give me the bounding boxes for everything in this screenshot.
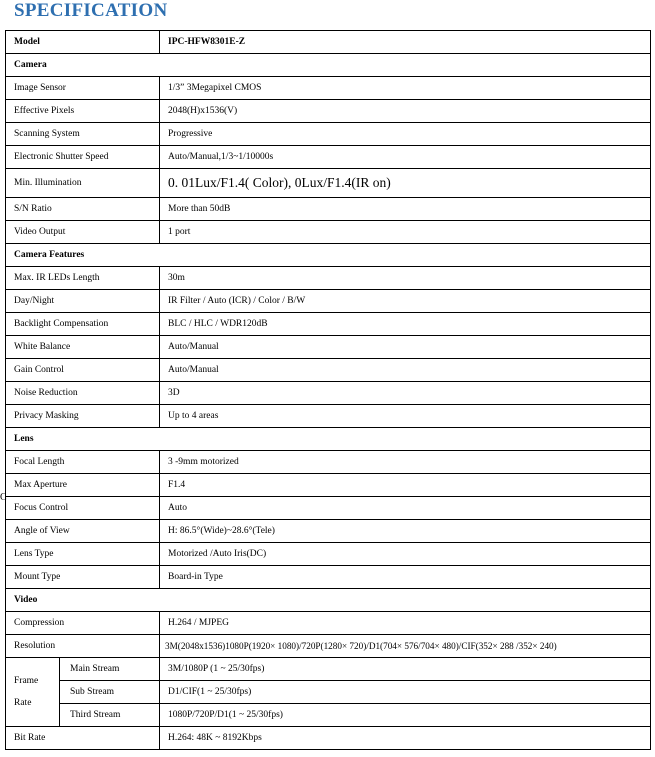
spec-value: BLC / HLC / WDR120dB [160,313,651,336]
table-row-frame-rate-sub [6,681,651,704]
section-title-lens: Lens [6,428,651,451]
spec-label: Max. IR LEDs Length [6,267,160,290]
spec-value: F1.4 [160,474,651,497]
spec-value: D1/CIF(1 ~ 25/30fps) [160,681,651,704]
table-row [6,566,651,589]
spec-label: Focus Control [6,497,160,520]
table-row-model [6,31,651,54]
spec-label: Gain Control [6,359,160,382]
spec-label: Max Aperture [6,474,160,497]
table-row [6,405,651,428]
spec-label: Main Stream [60,658,160,681]
table-row [6,497,651,520]
table-row [6,543,651,566]
spec-label: Electronic Shutter Speed [6,146,160,169]
spec-value: 3M/1080P (1 ~ 25/30fps) [160,658,651,681]
spec-label: Noise Reduction [6,382,160,405]
spec-label: Day/Night [6,290,160,313]
spec-label: Video Output [6,221,160,244]
section-row-lens [6,428,651,451]
spec-label: S/N Ratio [6,198,160,221]
spec-value: 30m [160,267,651,290]
spec-value: 1080P/720P/D1(1 ~ 25/30fps) [160,704,651,727]
frame-rate-label-line2: Rate [14,698,32,708]
spec-value: Board-in Type [160,566,651,589]
spec-label: Focal Length [6,451,160,474]
table-row [6,727,651,750]
spec-value: Up to 4 areas [160,405,651,428]
stray-character: C [0,492,7,503]
spec-value: 2048(H)x1536(V) [160,100,651,123]
spec-value: 3M(2048x1536)1080P(1920× 1080)/720P(1280× 720)/D1(704× 576/704× 480)/CIF(352× 288 /352× 240) [160,635,651,658]
table-row [6,290,651,313]
spec-label: Resolution [6,635,160,658]
spec-value: Motorized /Auto Iris(DC) [160,543,651,566]
spec-label: Effective Pixels [6,100,160,123]
section-row-video [6,589,651,612]
spec-label: Compression [6,612,160,635]
spec-value: 1 port [160,221,651,244]
section-title-video: Video [6,589,651,612]
frame-rate-label [6,658,60,727]
spec-label: Mount Type [6,566,160,589]
table-row [6,612,651,635]
table-row-frame-rate-third [6,704,651,727]
table-row [6,520,651,543]
spec-value: H.264 / MJPEG [160,612,651,635]
spec-value: Auto/Manual [160,359,651,382]
table-row [6,221,651,244]
model-value: IPC-HFW8301E-Z [160,31,651,54]
spec-value: Auto/Manual [160,336,651,359]
table-row [6,123,651,146]
table-row [6,451,651,474]
spec-value: H.264: 48K ~ 8192Kbps [160,727,651,750]
table-row [6,382,651,405]
section-row-camera [6,54,651,77]
frame-rate-label-line1: Frame [14,676,39,686]
section-row-camera-features [6,244,651,267]
table-row [6,146,651,169]
spec-label: White Balance [6,336,160,359]
spec-label: Scanning System [6,123,160,146]
section-title-camera: Camera [6,54,651,77]
spec-label: Backlight Compensation [6,313,160,336]
spec-label: Sub Stream [60,681,160,704]
table-row [6,635,651,658]
spec-label: Third Stream [60,704,160,727]
spec-value: More than 50dB [160,198,651,221]
section-title-camera-features: Camera Features [6,244,651,267]
table-row [6,336,651,359]
spec-value: H: 86.5°(Wide)~28.6°(Tele) [160,520,651,543]
table-row [6,100,651,123]
specification-table [5,30,651,750]
spec-label: Privacy Masking [6,405,160,428]
table-row [6,198,651,221]
model-label: Model [6,31,160,54]
spec-label: Lens Type [6,543,160,566]
table-row [6,267,651,290]
table-row [6,313,651,336]
table-row [6,359,651,382]
spec-label: Bit Rate [6,727,160,750]
table-row [6,77,651,100]
spec-value: Progressive [160,123,651,146]
table-row [6,474,651,497]
table-row [6,169,651,198]
spec-label: Image Sensor [6,77,160,100]
page-title: SPECIFICATION [14,0,168,21]
spec-label: Angle of View [6,520,160,543]
spec-value: Auto/Manual,1/3~1/10000s [160,146,651,169]
spec-value: 0. 01Lux/F1.4( Color), 0Lux/F1.4(IR on) [160,169,651,198]
spec-value: 1/3” 3Megapixel CMOS [160,77,651,100]
spec-value: 3 -9mm motorized [160,451,651,474]
spec-value: 3D [160,382,651,405]
spec-value: Auto [160,497,651,520]
spec-label: Min. Illumination [6,169,160,198]
spec-value: IR Filter / Auto (ICR) / Color / B/W [160,290,651,313]
table-row-frame-rate-main [6,658,651,681]
